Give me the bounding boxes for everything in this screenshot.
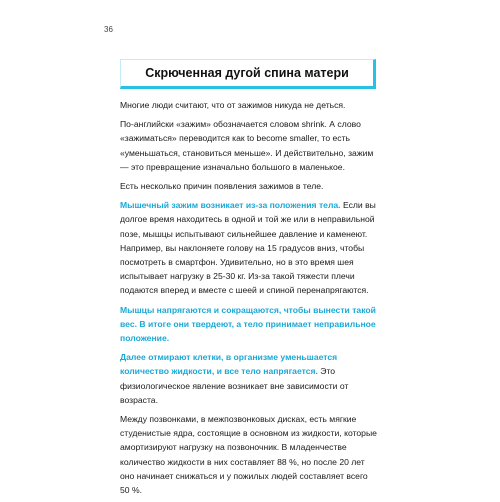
paragraph-text: Это физиологическое явление возникает вне зависимости от возраста. bbox=[120, 366, 349, 405]
highlight-text: Далее отмирают клетки, в организме уменьшается количество жидкости, и все тело напрягается. bbox=[120, 352, 338, 377]
paragraph-1: Многие люди считают, что от зажимов никуда не деться. bbox=[120, 100, 346, 110]
body-text bbox=[120, 98, 377, 502]
highlight-text: Мышечный зажим возникает из-за положения тела. bbox=[120, 200, 341, 211]
paragraph-2: По-английски «зажим» обозначается словом shrink. А слово «зажиматься» переводится как to become smaller, то есть «уменьшаться, становиться меньше». И действительно, зажим — это превращение изначально большого в маленькое. bbox=[120, 119, 374, 172]
highlight-text: Мышцы напрягаются и сокращаются, чтобы вынести такой вес. В итоге они твердеют, а тело принимает неправильное положение. bbox=[120, 304, 376, 344]
paragraph-6 bbox=[120, 350, 377, 407]
paragraph-4 bbox=[120, 198, 377, 297]
chapter-title bbox=[120, 59, 376, 89]
page-number: 36 bbox=[104, 25, 113, 34]
paragraph-7: Между позвонками, в межпозвонковых дисках, есть мягкие студенистые ядра, состоящие в основном из жидкости, которые амортизируют нагрузку на позвоночник. В младенчестве количество жидкости в них составляет 88 %, но после 20 лет оно начинает снижаться и у пожилых людей составляет всего 50 %. bbox=[120, 414, 377, 496]
paragraph-text: Если вы долгое время находитесь в одной и той же или в неправильной позе, мышцы испытывают сильнейшее давление и каменеют. Например, вы наклоняете голову на 15 градусов вниз, чтобы посмотреть в смартфон. Удивительно, но в это время шея испытывает нагрузку в 25-30 кг. Из-за такой тяжести плечи подаются вперед и вместе с шеей и спиной перенапрягаются. bbox=[120, 200, 376, 296]
chapter-title-text: Скрюченная дугой спина матери bbox=[145, 66, 349, 80]
paragraph-5 bbox=[120, 303, 377, 346]
paragraph-3: Есть несколько причин появления зажимов в теле. bbox=[120, 181, 324, 192]
